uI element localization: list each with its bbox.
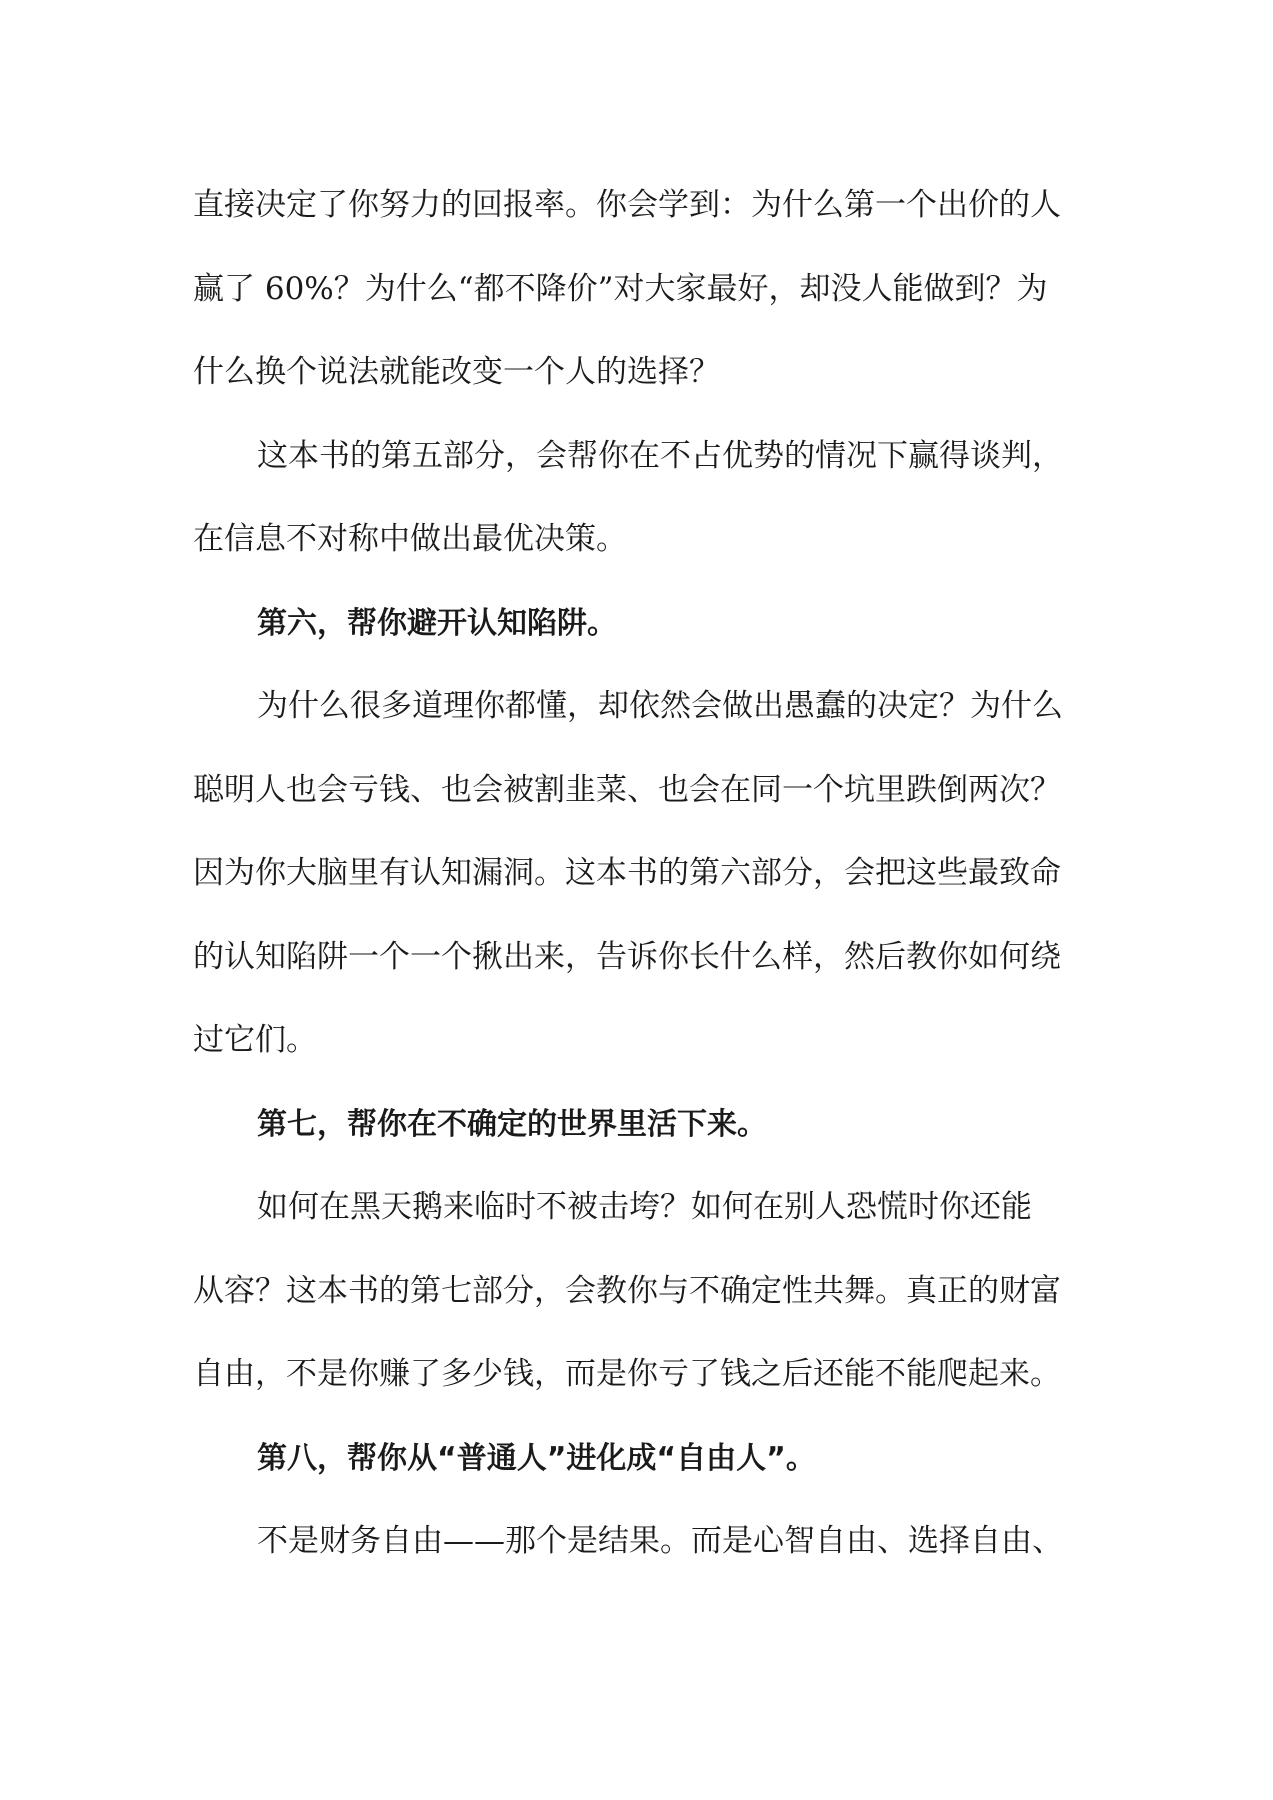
paragraph-line: 从容？这本书的第七部分，会教你与不确定性共舞。真正的财富 bbox=[193, 1272, 1061, 1309]
paragraph-line: 如何在黑天鹅来临时不被击垮？如何在别人恐慌时你还能 bbox=[257, 1189, 1032, 1225]
paragraph-line: 不是财务自由——那个是结果。而是心智自由、选择自由、 bbox=[257, 1523, 1063, 1559]
document-body bbox=[193, 164, 1093, 1584]
paragraph-line: 在信息不对称中做出最优决策。 bbox=[193, 521, 627, 557]
section-heading: 第八，帮你从“普通人”进化成“自由人”。 bbox=[257, 1440, 816, 1476]
paragraph-line: 自由，不是你赚了多少钱，而是你亏了钱之后还能不能爬起来。 bbox=[193, 1356, 1061, 1392]
paragraph-line: 的认知陷阱一个一个揪出来，告诉你长什么样，然后教你如何绕 bbox=[193, 938, 1061, 975]
section-heading: 第七，帮你在不确定的世界里活下来。 bbox=[257, 1106, 767, 1142]
paragraph-line: 因为你大脑里有认知漏洞。这本书的第六部分，会把这些最致命 bbox=[193, 855, 1061, 891]
paragraph-line: 过它们。 bbox=[193, 1022, 317, 1058]
section-heading: 第六，帮你避开认知陷阱。 bbox=[257, 605, 617, 641]
paragraph-line: 这本书的第五部分，会帮你在不占优势的情况下赢得谈判， bbox=[257, 437, 1063, 474]
paragraph-line: 聪明人也会亏钱、也会被割韭菜、也会在同一个坑里跌倒两次？ bbox=[193, 771, 1061, 808]
paragraph-line: 赢了 60%？为什么“都不降价”对大家最好，却没人能做到？为 bbox=[193, 270, 1048, 307]
paragraph-line: 为什么很多道理你都懂，却依然会做出愚蠢的决定？为什么 bbox=[257, 688, 1063, 724]
paragraph-line: 什么换个说法就能改变一个人的选择？ bbox=[193, 354, 720, 390]
paragraph-line: 直接决定了你努力的回报率。你会学到：为什么第一个出价的人 bbox=[193, 187, 1061, 223]
